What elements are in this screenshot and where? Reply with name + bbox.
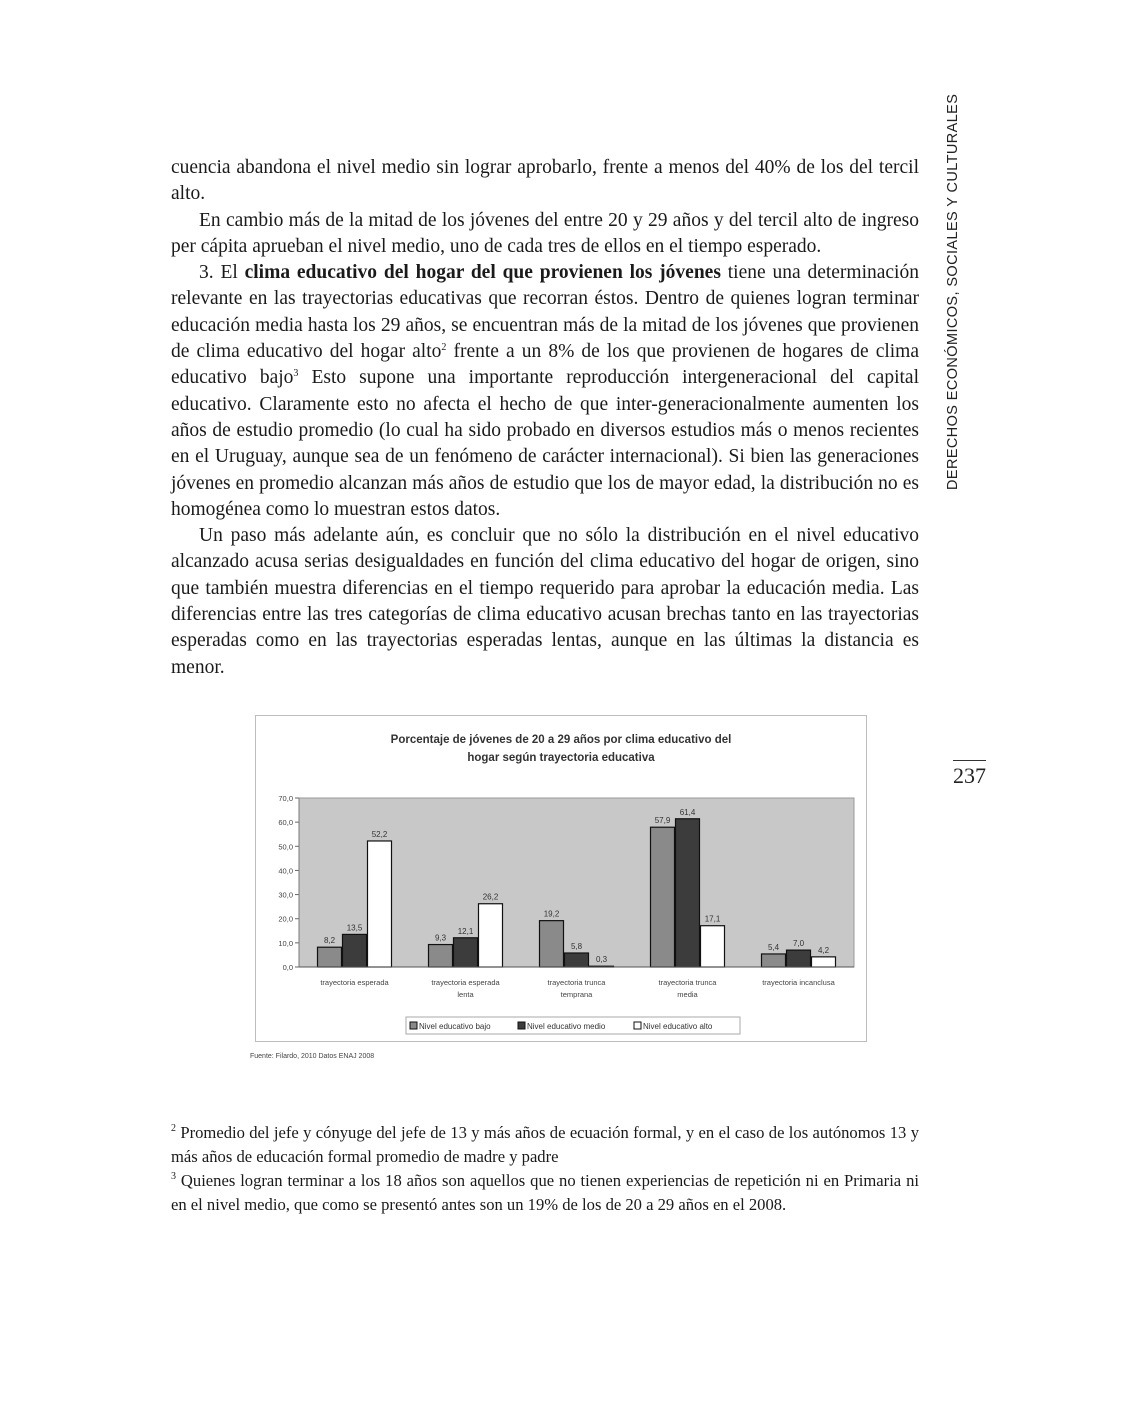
bar xyxy=(479,904,503,967)
x-tick-label: trayectoria trunca xyxy=(658,978,717,987)
x-tick-label: trayectoria trunca xyxy=(547,978,606,987)
footnotes xyxy=(171,1121,919,1217)
footnote-mark: 2 xyxy=(171,1123,176,1134)
data-label: 61,4 xyxy=(679,807,696,817)
bar xyxy=(651,827,675,967)
data-label: 0,3 xyxy=(595,955,608,965)
bar xyxy=(812,957,836,967)
text-run: tiene una determinación relevante en las trayectorias educativas que recorran éstos. Dentro de quienes logran terminar educación media hasta los 29 años, se encuentran más de la mitad de los jóvenes que provienen de clima educativo del hogar alto xyxy=(171,262,919,363)
body-text xyxy=(171,155,919,681)
bar-chart xyxy=(256,716,866,1041)
legend-label: Nivel educativo alto xyxy=(643,1022,713,1031)
legend-label: Nivel educativo bajo xyxy=(419,1022,491,1031)
paragraph xyxy=(171,208,919,261)
data-label: 5,4 xyxy=(767,942,780,952)
data-label: 9,3 xyxy=(434,933,447,943)
bar xyxy=(368,841,392,967)
y-tick-label: 40,0 xyxy=(278,866,293,876)
y-tick-label: 0,0 xyxy=(282,963,293,972)
text-run: cuencia abandona el nivel medio sin lograr aprobarlo, frente a menos del 40% de los del tercil alto. xyxy=(171,157,919,205)
x-tick-label: lenta xyxy=(457,990,474,999)
data-label: 8,2 xyxy=(323,936,336,946)
x-tick-label: trayectoria incanclusa xyxy=(762,978,835,987)
text-run: frente a un 8% de los que provienen de hogares de clima educativo bajo xyxy=(171,341,920,389)
data-label: 12,1 xyxy=(457,926,474,936)
y-tick-label: 20,0 xyxy=(278,914,293,924)
x-tick-label: temprana xyxy=(560,990,593,999)
data-label: 57,9 xyxy=(654,816,671,826)
footnote xyxy=(171,1169,919,1217)
bold-phrase: clima educativo del hogar del que provienen los jóvenes xyxy=(244,262,721,284)
x-tick-label: trayectoria esperada xyxy=(431,978,500,987)
legend-label: Nivel educativo medio xyxy=(527,1022,606,1031)
legend-swatch xyxy=(634,1022,641,1029)
data-label: 26,2 xyxy=(482,892,499,902)
chart-title: hogar según trayectoria educativa xyxy=(467,752,655,764)
x-tick-label: media xyxy=(677,990,698,999)
paragraph xyxy=(171,523,919,681)
y-tick-label: 10,0 xyxy=(278,938,293,948)
bar xyxy=(762,954,786,967)
bar xyxy=(676,819,700,967)
running-header-vertical: DERECHOS ECONÓMICOS, SOCIALES Y CULTURALES xyxy=(945,93,961,490)
data-label: 4,2 xyxy=(817,945,830,955)
chart-title: Porcentaje de jóvenes de 20 a 29 años por clima educativo del xyxy=(390,734,732,746)
y-tick-label: 60,0 xyxy=(278,818,293,828)
y-tick-label: 70,0 xyxy=(278,794,293,803)
bar xyxy=(701,926,725,967)
text-run: 3. El xyxy=(199,262,245,284)
data-label: 17,1 xyxy=(704,914,721,924)
footnote-text: Quienes logran terminar a los 18 años son aquellos que no tienen experiencias de repetición ni en Primaria ni en el nivel medio, que como se presentó antes son un 19% de los de 20 a 29 años en el 2008. xyxy=(171,1171,919,1214)
y-tick-label: 50,0 xyxy=(278,842,293,852)
bar xyxy=(787,950,811,967)
data-label: 19,2 xyxy=(543,909,560,919)
data-label: 13,5 xyxy=(346,923,363,933)
chart-figure xyxy=(255,715,867,1042)
bar xyxy=(343,934,367,967)
text-run: Esto supone una importante reproducción intergeneracional del capital educativo. Claramente esto no afecta el hecho de que inter-generacionalmente aumenten los años de estudio promedio (lo cual ha sido probado en diversos estudios más o menos recientes en el Uruguay, aunque sea de un fenómeno de carácter internacional). Si bien las generaciones jóvenes en promedio alcanzan más años de estudio que los de mayor edad, la distribución no es homogénea como lo muestran estos datos. xyxy=(171,367,919,520)
bar xyxy=(565,953,589,967)
chart-source: Fuente: Filardo, 2010 Datos ENAJ 2008 xyxy=(250,1053,375,1060)
page-number: 237 xyxy=(953,763,986,788)
text-run: Un paso más adelante aún, es concluir que no sólo la distribución en el nivel educativo alcanzado acusa serias desigualdades en función del clima educativo del hogar de origen, sino que también muestra diferencias en el tiempo requerido para aprobar la educación media. Las diferencias entre las tres categorías de clima educativo acusan brechas tanto en las trayectorias esperadas como en las trayectorias esperadas lentas, aunque en las últimas la distancia es menor. xyxy=(171,525,919,678)
paragraph xyxy=(171,155,919,208)
data-label: 52,2 xyxy=(371,829,388,839)
data-label: 7,0 xyxy=(792,939,805,949)
text-run: En cambio más de la mitad de los jóvenes del entre 20 y 29 años y del tercil alto de ingreso per cápita aprueban el nivel medio, uno de cada tres de ellos en el tiempo esperado. xyxy=(171,209,919,257)
footnote-ref[interactable]: 2 xyxy=(441,342,447,354)
data-label: 5,8 xyxy=(570,941,583,951)
paragraph xyxy=(171,260,919,523)
legend-swatch xyxy=(518,1022,525,1029)
bar xyxy=(454,938,478,967)
footnote-mark: 3 xyxy=(171,1171,176,1182)
bar xyxy=(429,945,453,967)
page-number-rule xyxy=(953,760,986,761)
footnote xyxy=(171,1121,919,1169)
x-tick-label: trayectoria esperada xyxy=(320,978,389,987)
bar xyxy=(540,921,564,967)
footnote-ref[interactable]: 3 xyxy=(293,368,299,380)
y-tick-label: 30,0 xyxy=(278,890,293,900)
legend-swatch xyxy=(410,1022,417,1029)
bar xyxy=(318,947,342,967)
footnote-text: Promedio del jefe y cónyuge del jefe de 13 y más años de ecuación formal, y en el caso de los autónomos 13 y más años de educación formal promedio de madre y padre xyxy=(171,1123,919,1166)
